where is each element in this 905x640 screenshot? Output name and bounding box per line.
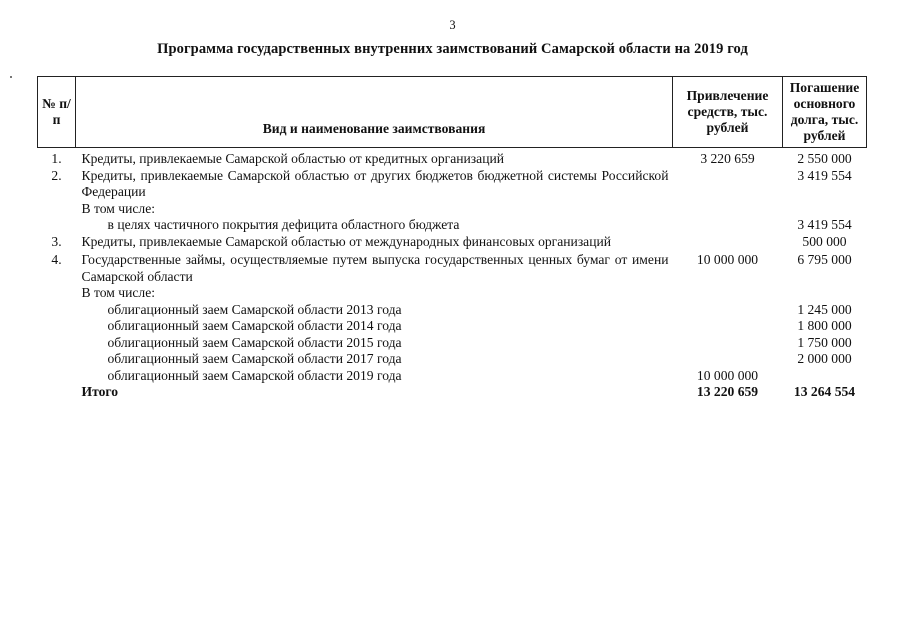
- row-raising: [673, 318, 783, 335]
- row-raising: [673, 302, 783, 319]
- table-row: [38, 285, 867, 302]
- table-row: [38, 250, 867, 285]
- row-description: В том числе:: [81, 200, 156, 216]
- row-raising: [673, 234, 783, 251]
- row-repayment: 2 550 000: [797, 151, 852, 166]
- row-number: 1.: [51, 151, 62, 166]
- row-raising: [673, 285, 783, 302]
- header-number: № п/п: [38, 77, 76, 148]
- row-raising: [673, 217, 783, 234]
- header-description: Вид и наименование заимствования: [76, 77, 673, 148]
- total-repayment: 13 264 554: [793, 384, 856, 399]
- header-raising: Привлечение средств, тыс. рублей: [673, 77, 783, 148]
- row-number: 4.: [51, 252, 62, 267]
- table-row: [38, 168, 867, 201]
- scan-dot: [10, 76, 12, 78]
- table-row: [38, 234, 867, 251]
- row-repayment: [783, 368, 867, 385]
- row-raising: [673, 168, 783, 201]
- row-raising: [673, 335, 783, 352]
- row-description: В том числе:: [81, 285, 156, 300]
- page-number: 3: [449, 18, 456, 32]
- row-number: [38, 302, 76, 319]
- row-raising: 10 000 000: [696, 367, 759, 383]
- row-number: [38, 351, 76, 368]
- row-number: [38, 201, 76, 218]
- row-repayment: 3 419 554: [797, 167, 852, 183]
- total-number: [38, 384, 76, 401]
- row-raising: 10 000 000: [696, 252, 759, 267]
- total-raising: 13 220 659: [696, 384, 759, 399]
- table-row: [38, 148, 867, 168]
- row-description: облигационный заем Самарской области 2013 года: [107, 301, 402, 317]
- row-repayment: [783, 285, 867, 302]
- row-number: 2.: [51, 167, 62, 183]
- row-repayment: 500 000: [802, 233, 847, 249]
- row-raising: 3 220 659: [700, 151, 755, 166]
- row-raising: [673, 351, 783, 368]
- row-description: облигационный заем Самарской области 2014 года: [107, 318, 402, 333]
- table-row: [38, 335, 867, 352]
- row-repayment: 2 000 000: [797, 351, 852, 366]
- row-number: 3.: [51, 233, 62, 249]
- row-number: [38, 217, 76, 234]
- row-description: в целях частичного покрытия дефицита областного бюджета: [107, 217, 460, 232]
- row-raising: [673, 201, 783, 218]
- row-description: Государственные займы, осуществляемые путем выпуска государственных ценных бумаг от имени Самарской области: [81, 252, 669, 284]
- header-repayment: Погашение основного долга, тыс. рублей: [783, 77, 867, 148]
- borrowing-program-table: [37, 76, 867, 401]
- table-row: [38, 351, 867, 368]
- row-description: облигационный заем Самарской области 2015 года: [107, 334, 402, 350]
- table-header-row: [38, 77, 867, 148]
- total-label: Итого: [81, 384, 118, 399]
- row-number: [38, 368, 76, 385]
- table-row: [38, 217, 867, 234]
- table-row: [38, 302, 867, 319]
- row-description: облигационный заем Самарской области 2017 года: [107, 351, 402, 366]
- row-number: [38, 335, 76, 352]
- row-repayment: 6 795 000: [797, 252, 852, 267]
- total-row: [38, 384, 867, 401]
- row-repayment: 1 800 000: [797, 318, 852, 333]
- row-number: [38, 285, 76, 302]
- row-description: Кредиты, привлекаемые Самарской областью от других бюджетов бюджетной системы Российской Федерации: [81, 167, 669, 199]
- row-repayment: 1 750 000: [797, 334, 852, 350]
- table-row: [38, 318, 867, 335]
- row-description: Кредиты, привлекаемые Самарской областью от международных финансовых организаций: [81, 233, 612, 249]
- page-title: Программа государственных внутренних заимствований Самарской области на 2019 год: [157, 41, 748, 57]
- row-description: облигационный заем Самарской области 2019 года: [107, 367, 402, 383]
- table-row: [38, 368, 867, 385]
- row-repayment: 1 245 000: [797, 301, 852, 317]
- row-number: [38, 318, 76, 335]
- row-repayment: [783, 201, 867, 218]
- row-description: Кредиты, привлекаемые Самарской областью от кредитных организаций: [81, 151, 505, 166]
- table-row: [38, 201, 867, 218]
- row-repayment: 3 419 554: [797, 217, 852, 232]
